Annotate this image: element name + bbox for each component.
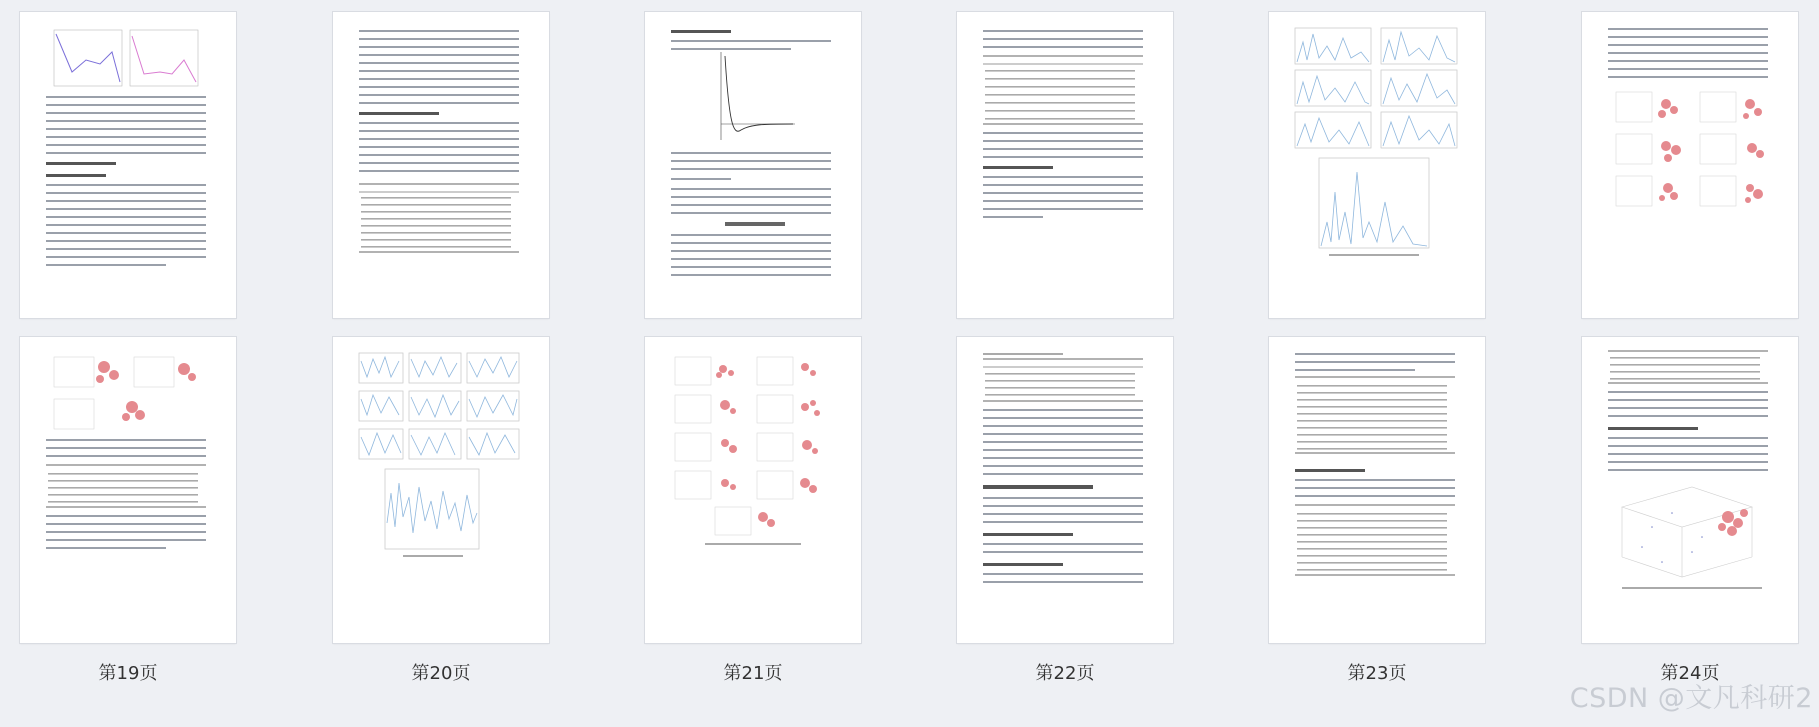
page-thumb-15[interactable]: [645, 12, 861, 318]
page-preview[interactable]: [333, 12, 549, 318]
page-preview[interactable]: [1582, 12, 1798, 318]
page-preview[interactable]: [645, 337, 861, 643]
page-preview[interactable]: [1269, 12, 1485, 318]
page-thumb-16[interactable]: [957, 12, 1173, 318]
page-label: 第24页: [1660, 663, 1720, 684]
page-content: [1582, 12, 1798, 318]
page-preview[interactable]: [957, 337, 1173, 643]
page-preview[interactable]: [333, 337, 549, 643]
page-thumb-21[interactable]: [645, 337, 861, 684]
page-content: [20, 337, 236, 643]
page-thumb-13[interactable]: [20, 12, 236, 318]
page-label: 第22页: [1035, 663, 1095, 684]
page-preview[interactable]: [957, 12, 1173, 318]
page-content: [1582, 337, 1798, 643]
page-content: [333, 12, 549, 318]
page-content: [1269, 337, 1485, 643]
page-thumb-22[interactable]: [957, 337, 1173, 684]
page-thumb-19[interactable]: [20, 337, 236, 684]
page-preview[interactable]: [1269, 337, 1485, 643]
page-preview[interactable]: [20, 12, 236, 318]
page-thumb-14[interactable]: [333, 12, 549, 318]
page-preview[interactable]: [645, 12, 861, 318]
page-content: [957, 12, 1173, 318]
page-content: [645, 337, 861, 643]
page-label: 第23页: [1347, 663, 1407, 684]
watermark-text: CSDN @文凡科研2: [1569, 683, 1813, 714]
page-label: 第19页: [98, 663, 158, 684]
page-content: [1269, 12, 1485, 318]
page-content: [645, 12, 861, 318]
page-thumb-18[interactable]: [1582, 12, 1798, 318]
page-content: [333, 337, 549, 643]
page-thumb-17[interactable]: [1269, 12, 1485, 318]
page-label: 第20页: [411, 663, 471, 684]
page-label: 第21页: [723, 663, 783, 684]
page-content: [957, 337, 1173, 643]
page-preview[interactable]: [1582, 337, 1798, 643]
page-content: [20, 12, 236, 318]
page-preview[interactable]: [20, 337, 236, 643]
page-thumb-23[interactable]: [1269, 337, 1485, 684]
page-thumb-24[interactable]: [1582, 337, 1798, 684]
page-thumb-20[interactable]: [333, 337, 549, 684]
